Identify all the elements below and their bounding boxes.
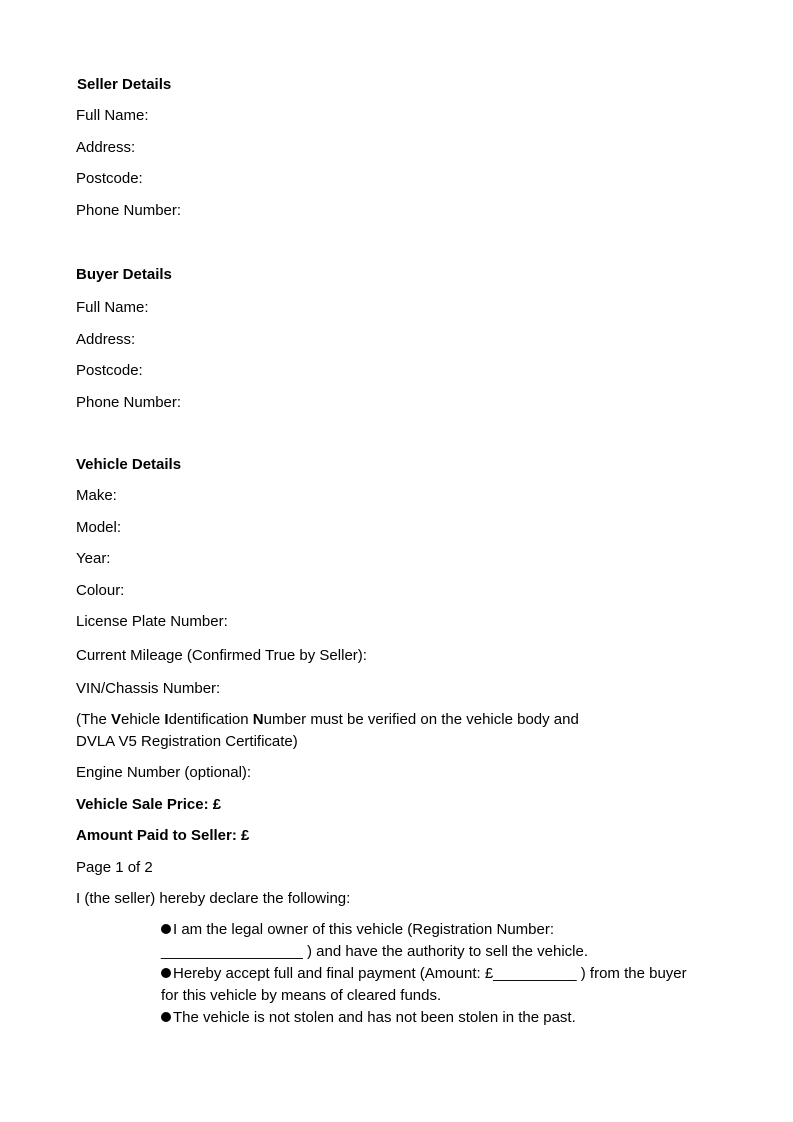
seller-full-name-label: Full Name: <box>76 107 149 124</box>
vehicle-year-label: Year: <box>76 550 111 567</box>
vin-note-line1 <box>76 711 579 729</box>
seller-phone-label: Phone Number: <box>76 202 182 219</box>
vehicle-vin-label: VIN/Chassis Number: <box>76 680 221 697</box>
amount-paid-label: Amount Paid to Seller: £ <box>76 827 250 844</box>
bullet-item <box>161 919 687 941</box>
buyer-phone-label: Phone Number: <box>76 394 182 411</box>
bullet-item-continuation: for this vehicle by means of cleared funds. <box>161 987 442 1004</box>
vin-note-n-rest: umber must be verified on the vehicle body and <box>263 711 579 728</box>
vehicle-model-label: Model: <box>76 519 122 536</box>
buyer-heading: Buyer Details <box>76 266 172 283</box>
buyer-postcode-label: Postcode: <box>76 362 143 379</box>
declaration-list <box>161 919 687 1029</box>
seller-address-label: Address: <box>76 139 136 156</box>
page-number: Page 1 of 2 <box>76 859 153 876</box>
vin-note-i: I <box>164 711 169 728</box>
vin-note-v: V <box>111 711 122 728</box>
vehicle-engine-label: Engine Number (optional): <box>76 764 252 781</box>
bullet-2-line1: Hereby accept full and final payment (Amount: £__________ ) from the buyer <box>173 965 687 982</box>
bullet-item-continuation: _________________ ) and have the authority to sell the vehicle. <box>161 943 588 960</box>
bullet-item <box>161 963 687 985</box>
bullet-dot-icon <box>161 1012 171 1022</box>
bullet-3-line1: The vehicle is not stolen and has not been stolen in the past. <box>173 1009 576 1026</box>
vehicle-mileage-label: Current Mileage (Confirmed True by Seller): <box>76 647 367 664</box>
vehicle-make-label: Make: <box>76 487 117 504</box>
vin-note-v-rest: ehicle <box>121 711 165 728</box>
bullet-1-line1: I am the legal owner of this vehicle (Registration Number: <box>173 921 555 938</box>
seller-heading: Seller Details <box>77 76 172 93</box>
bullet-dot-icon <box>161 968 171 978</box>
bullet-item <box>161 1007 687 1029</box>
declaration-intro: I (the seller) hereby declare the following: <box>76 890 351 907</box>
vin-note-open: (The <box>76 711 112 728</box>
buyer-full-name-label: Full Name: <box>76 299 149 316</box>
bullet-dot-icon <box>161 924 171 934</box>
sale-price-label: Vehicle Sale Price: £ <box>76 796 222 813</box>
vin-note-line2: DVLA V5 Registration Certificate) <box>76 733 298 750</box>
buyer-address-label: Address: <box>76 331 136 348</box>
vehicle-colour-label: Colour: <box>76 582 125 599</box>
vin-note-i-rest: dentification <box>168 711 253 728</box>
vehicle-heading: Vehicle Details <box>76 456 182 473</box>
seller-postcode-label: Postcode: <box>76 170 143 187</box>
vin-note-n: N <box>252 711 264 728</box>
vehicle-plate-label: License Plate Number: <box>76 613 228 630</box>
